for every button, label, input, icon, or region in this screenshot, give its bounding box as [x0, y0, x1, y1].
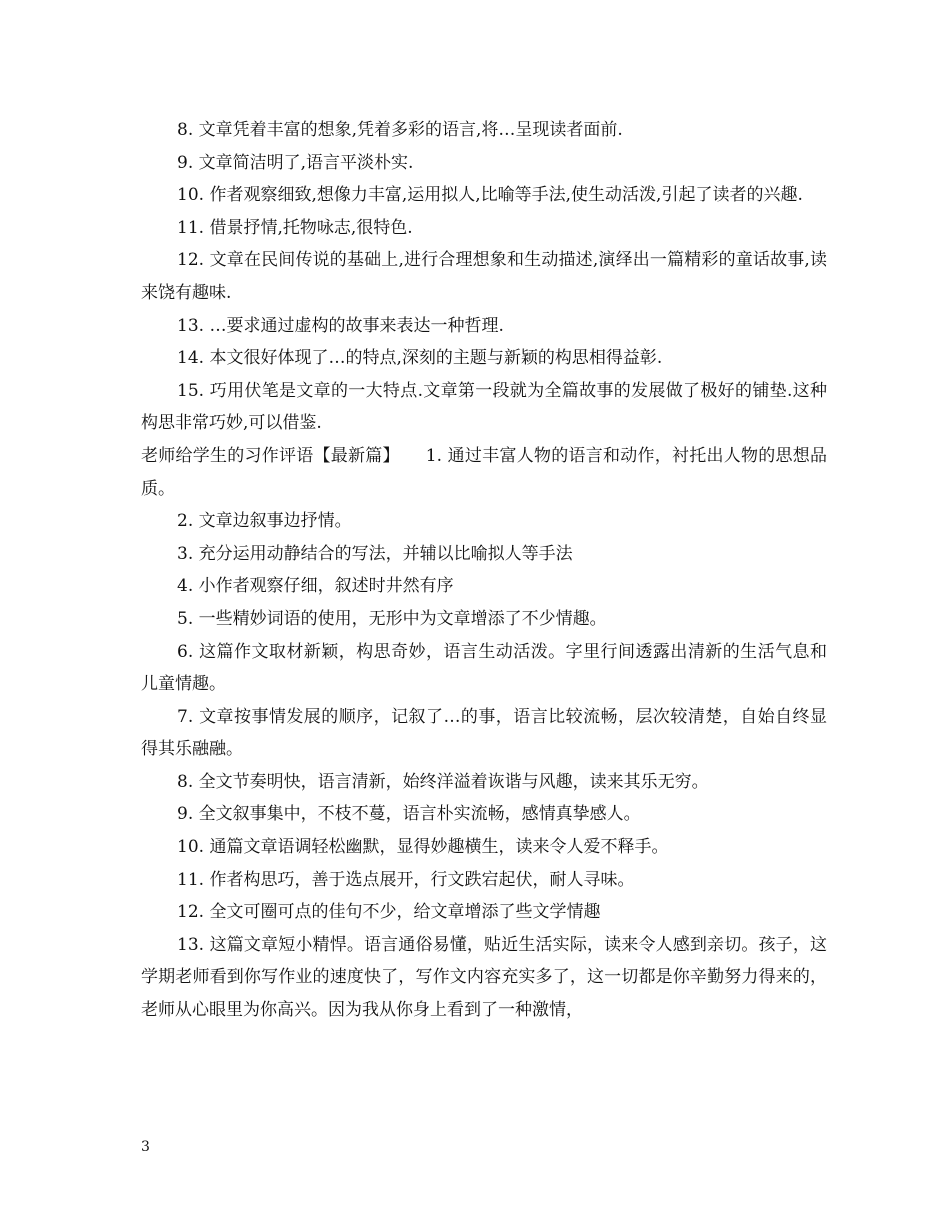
paragraph-item: 6. 这篇作文取材新颖，构思奇妙，语言生动活泼。字里行间透露出清新的生活气息和儿童情趣。: [141, 641, 827, 695]
paragraph-item: 10. 通篇文章语调轻松幽默，显得妙趣横生，读来令人爱不释手。: [177, 837, 669, 858]
paragraph-item: 14. 本文很好体现了…的特点,深刻的主题与新颖的构思相得益彰.: [177, 348, 663, 369]
paragraph-item: 11. 作者构思巧，善于选点展开，行文跌宕起伏，耐人寻味。: [177, 869, 635, 890]
page-number: 3: [141, 1139, 150, 1155]
paragraph-item: 11. 借景抒情,托物咏志,很特色.: [177, 217, 413, 238]
paragraph-item: 8. 全文节奏明快，语言清新，始终洋溢着诙谐与风趣，读来其乐无穷。: [177, 771, 709, 792]
paragraph-item: 13. 这篇文章短小精悍。语言通俗易懂，贴近生活实际，读来令人感到亲切。孩子，这学期老师看到你写作业的速度快了，写作文内容充实多了，这一切都是你辛勤努力得来的，老师从心眼里为你高兴。因为我从你身上看到了一种激情，: [141, 934, 827, 1021]
paragraph-item: 4. 小作者观察仔细，叙述时井然有序: [177, 576, 454, 597]
paragraph-item: 5. 一些精妙词语的使用，无形中为文章增添了不少情趣。: [177, 608, 607, 629]
paragraph-item: 12. 全文可圈可点的佳句不少，给文章增添了些文学情趣: [177, 902, 601, 923]
paragraph-item: 9. 全文叙事集中，不枝不蔓，语言朴实流畅，感情真挚感人。: [177, 804, 641, 825]
section-heading-paragraph: 老师给学生的习作评语【最新篇】 1. 通过丰富人物的语言和动作，衬托出人物的思想品质。: [141, 445, 827, 499]
paragraph-item: 15. 巧用伏笔是文章的一大特点.文章第一段就为全篇故事的发展做了极好的铺垫.这种构思非常巧妙,可以借鉴.: [141, 380, 827, 434]
paragraph-item: 2. 文章边叙事边抒情。: [177, 511, 352, 532]
document-body: [141, 114, 827, 1027]
paragraph-item: 3. 充分运用动静结合的写法，并辅以比喻拟人等手法: [177, 543, 573, 564]
paragraph-item: 7. 文章按事情发展的顺序，记叙了…的事，语言比较流畅，层次较清楚，自始自终显得其乐融融。: [141, 706, 827, 760]
paragraph-item: 8. 文章凭着丰富的想象,凭着多彩的语言,将…呈现读者面前.: [177, 120, 623, 140]
paragraph-item: 12. 文章在民间传说的基础上,进行合理想象和生动描述,演绎出一篇精彩的童话故事,读来饶有趣味.: [141, 250, 827, 303]
paragraph-item: 13. …要求通过虚构的故事来表达一种哲理.: [177, 315, 504, 336]
paragraph-item: 9. 文章简洁明了,语言平淡朴实.: [177, 152, 414, 173]
paragraph-item: 10. 作者观察细致,想像力丰富,运用拟人,比喻等手法,使生动活泼,引起了读者的兴趣.: [177, 185, 803, 206]
